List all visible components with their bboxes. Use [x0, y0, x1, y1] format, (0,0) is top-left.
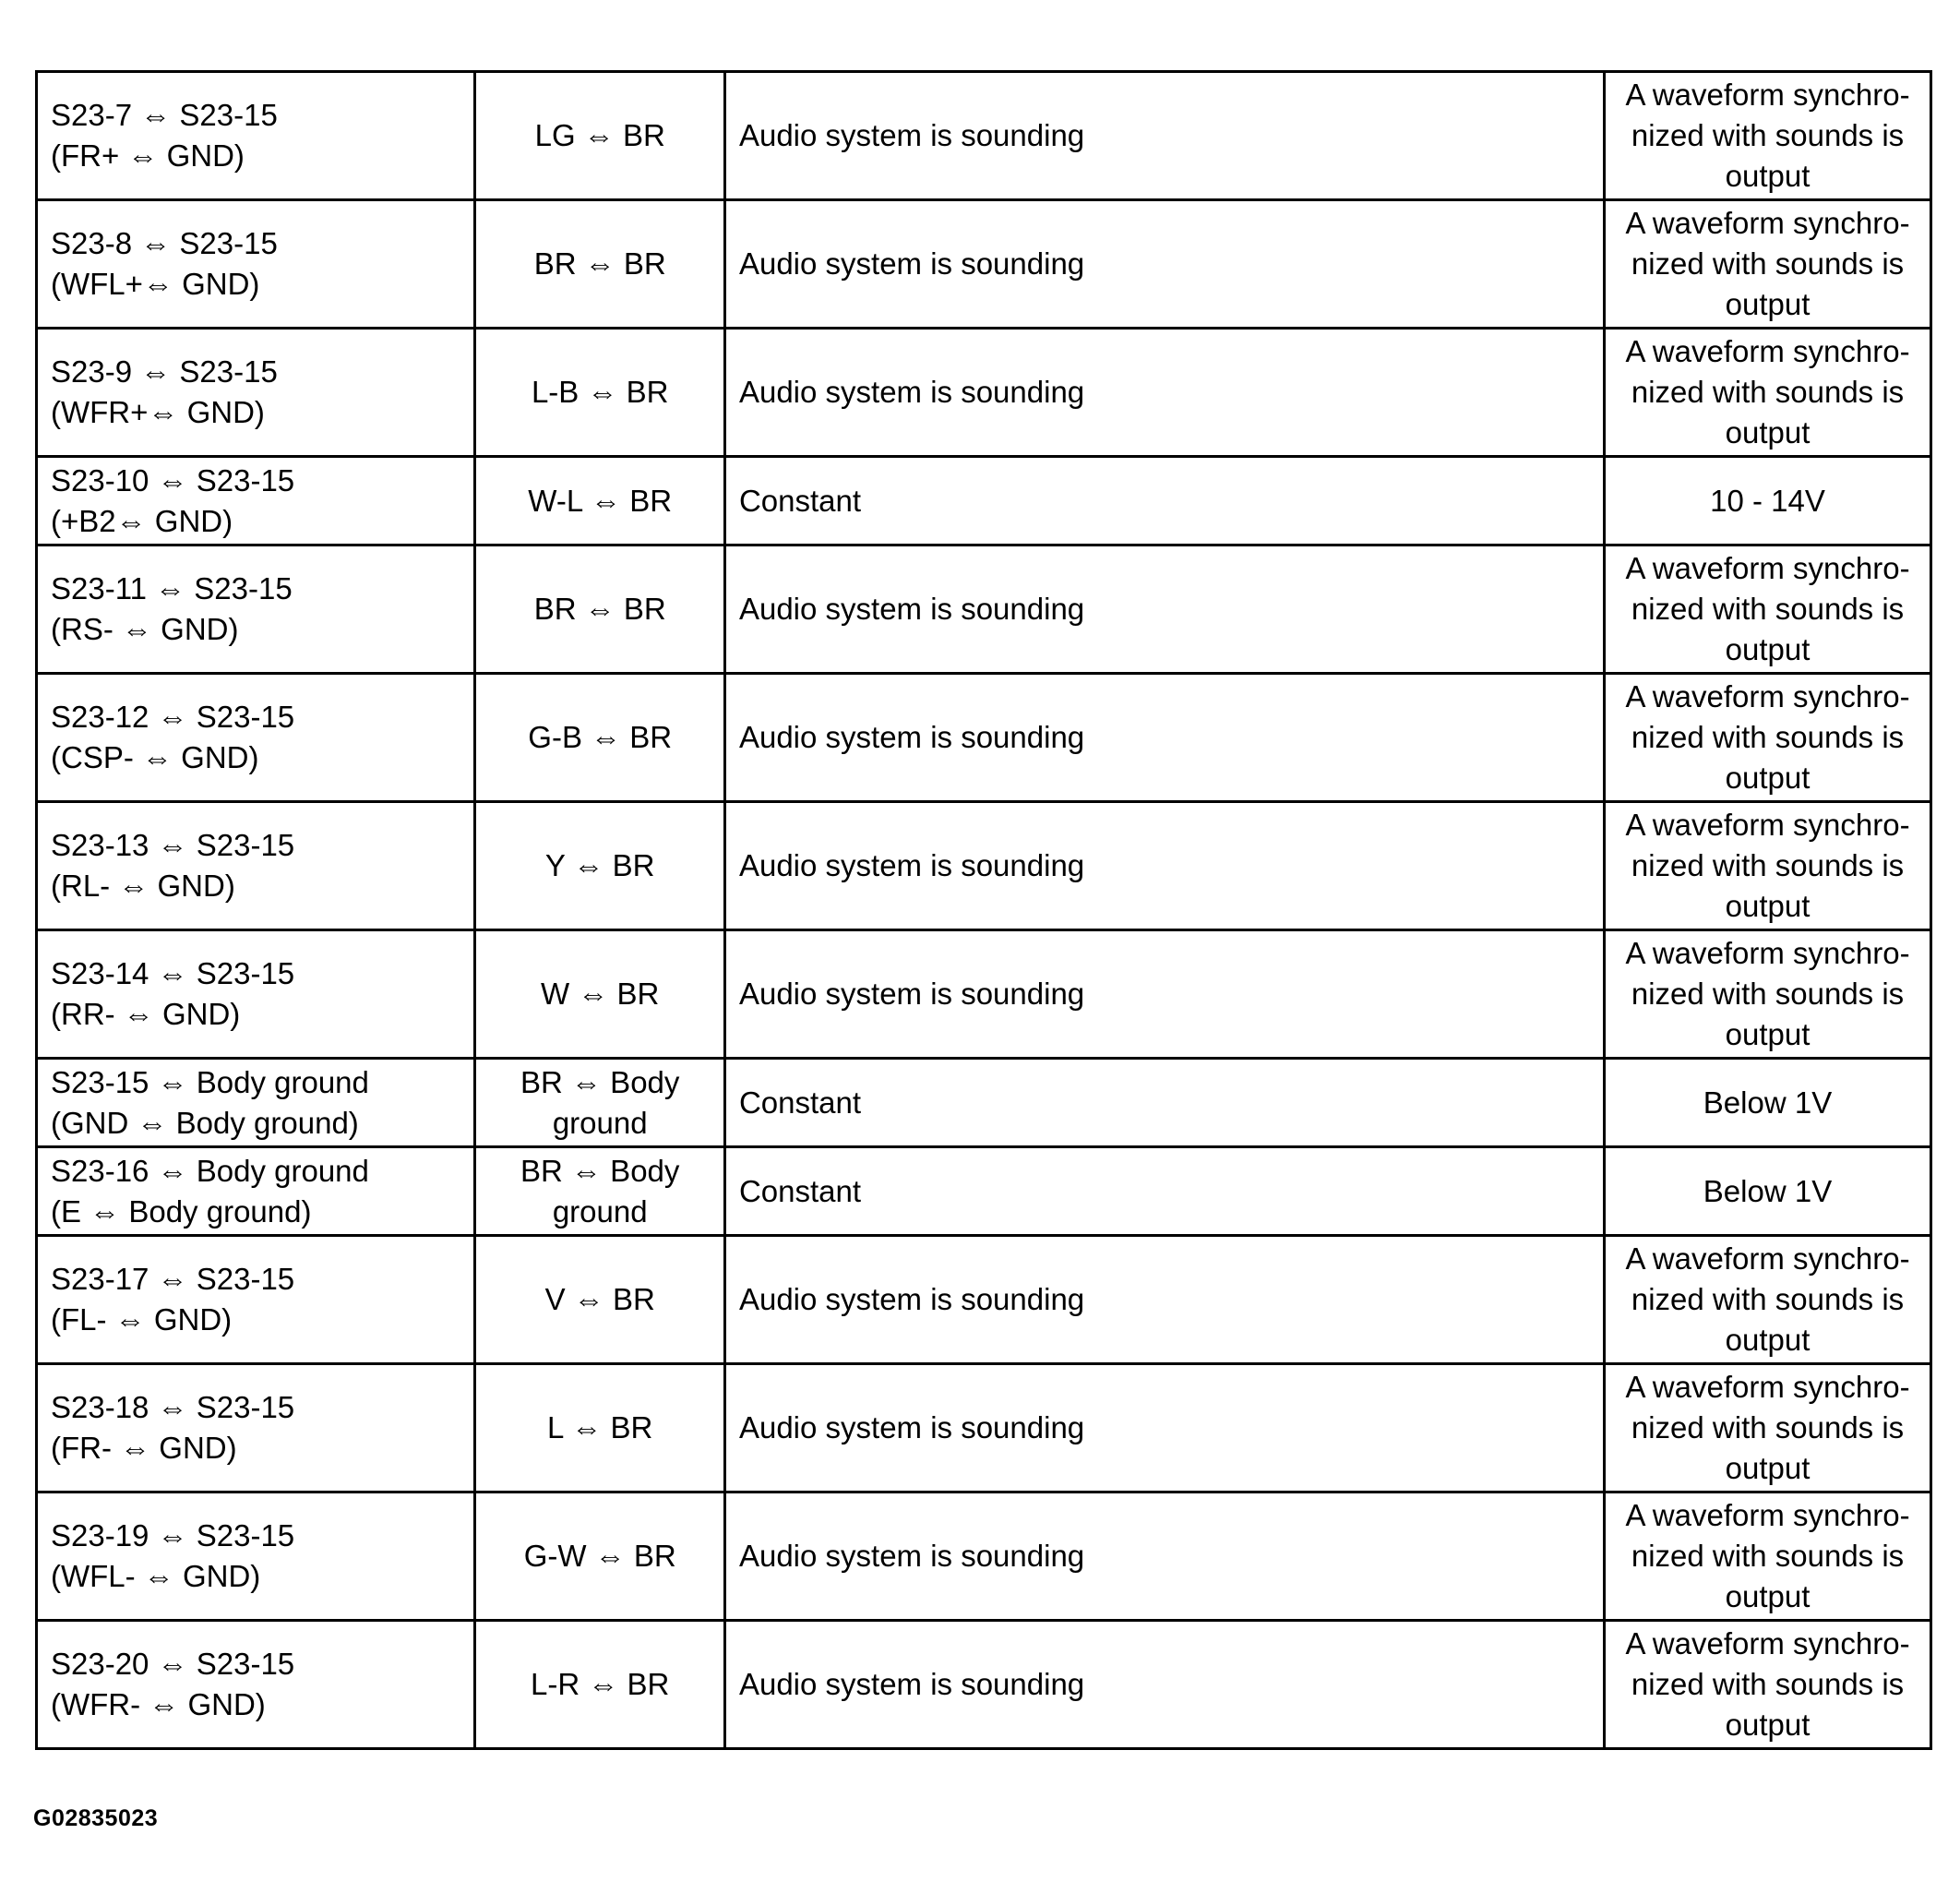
table-row — [37, 930, 1931, 1059]
specified-condition-cell: A waveform synchro- nized with sounds is output — [1605, 72, 1931, 200]
condition-cell: Constant — [724, 1147, 1604, 1236]
wire-color-cell: G-W ⇔ BR — [475, 1492, 724, 1621]
terminal-cell: S23-15 ⇔ Body ground (GND ⇔ Body ground) — [37, 1059, 475, 1147]
condition-cell: Constant — [724, 1059, 1604, 1147]
condition-cell: Constant — [724, 457, 1604, 545]
condition-cell: Audio system is sounding — [724, 674, 1604, 802]
condition-cell: Audio system is sounding — [724, 1364, 1604, 1492]
specified-condition-cell: A waveform synchro- nized with sounds is output — [1605, 545, 1931, 674]
terminal-cell: S23-16 ⇔ Body ground (E ⇔ Body ground) — [37, 1147, 475, 1236]
terminal-cell: S23-14 ⇔ S23-15 (RR- ⇔ GND) — [37, 930, 475, 1059]
condition-cell: Audio system is sounding — [724, 930, 1604, 1059]
terminal-cell: S23-11 ⇔ S23-15 (RS- ⇔ GND) — [37, 545, 475, 674]
wire-color-cell: L-B ⇔ BR — [475, 329, 724, 457]
terminal-cell: S23-12 ⇔ S23-15 (CSP- ⇔ GND) — [37, 674, 475, 802]
terminal-cell: S23-20 ⇔ S23-15 (WFR- ⇔ GND) — [37, 1621, 475, 1749]
table-row — [37, 1492, 1931, 1621]
specified-condition-cell: A waveform synchro- nized with sounds is output — [1605, 802, 1931, 930]
table-row — [37, 1059, 1931, 1147]
table-row — [37, 72, 1931, 200]
terminal-cell: S23-7 ⇔ S23-15 (FR+ ⇔ GND) — [37, 72, 475, 200]
terminal-cell: S23-13 ⇔ S23-15 (RL- ⇔ GND) — [37, 802, 475, 930]
table-row — [37, 1621, 1931, 1749]
wire-color-cell: W ⇔ BR — [475, 930, 724, 1059]
terminal-cell: S23-18 ⇔ S23-15 (FR- ⇔ GND) — [37, 1364, 475, 1492]
wire-color-cell: Y ⇔ BR — [475, 802, 724, 930]
terminal-cell: S23-8 ⇔ S23-15 (WFL+⇔ GND) — [37, 200, 475, 329]
table-row — [37, 1147, 1931, 1236]
wire-color-cell: L-R ⇔ BR — [475, 1621, 724, 1749]
wire-color-cell: BR ⇔ Body ground — [475, 1147, 724, 1236]
terminal-cell: S23-19 ⇔ S23-15 (WFL- ⇔ GND) — [37, 1492, 475, 1621]
specified-condition-cell: A waveform synchro- nized with sounds is output — [1605, 1364, 1931, 1492]
terminal-cell: S23-17 ⇔ S23-15 (FL- ⇔ GND) — [37, 1236, 475, 1364]
specified-condition-cell: A waveform synchro- nized with sounds is output — [1605, 200, 1931, 329]
table-row — [37, 1236, 1931, 1364]
specified-condition-cell: A waveform synchro- nized with sounds is output — [1605, 1236, 1931, 1364]
specified-condition-cell: 10 - 14V — [1605, 457, 1931, 545]
specified-condition-cell: A waveform synchro- nized with sounds is output — [1605, 1492, 1931, 1621]
wire-color-cell: BR ⇔ Body ground — [475, 1059, 724, 1147]
wire-color-cell: BR ⇔ BR — [475, 200, 724, 329]
table-row — [37, 674, 1931, 802]
condition-cell: Audio system is sounding — [724, 329, 1604, 457]
specified-condition-cell: A waveform synchro- nized with sounds is output — [1605, 329, 1931, 457]
figure-id: G02835023 — [33, 1805, 159, 1831]
terminal-cell: S23-9 ⇔ S23-15 (WFR+⇔ GND) — [37, 329, 475, 457]
wire-color-cell: LG ⇔ BR — [475, 72, 724, 200]
wire-color-cell: V ⇔ BR — [475, 1236, 724, 1364]
wire-color-cell: BR ⇔ BR — [475, 545, 724, 674]
wire-color-cell: W-L ⇔ BR — [475, 457, 724, 545]
condition-cell: Audio system is sounding — [724, 72, 1604, 200]
specified-condition-cell: Below 1V — [1605, 1147, 1931, 1236]
table-row — [37, 329, 1931, 457]
table-row — [37, 545, 1931, 674]
table-row — [37, 200, 1931, 329]
specified-condition-cell: A waveform synchro- nized with sounds is output — [1605, 674, 1931, 802]
condition-cell: Audio system is sounding — [724, 1236, 1604, 1364]
terminal-cell: S23-10 ⇔ S23-15 (+B2⇔ GND) — [37, 457, 475, 545]
terminal-voltage-table — [35, 70, 1932, 1750]
condition-cell: Audio system is sounding — [724, 1492, 1604, 1621]
table-row — [37, 802, 1931, 930]
wire-color-cell: G-B ⇔ BR — [475, 674, 724, 802]
table-row — [37, 457, 1931, 545]
condition-cell: Audio system is sounding — [724, 200, 1604, 329]
specified-condition-cell: Below 1V — [1605, 1059, 1931, 1147]
condition-cell: Audio system is sounding — [724, 802, 1604, 930]
condition-cell: Audio system is sounding — [724, 1621, 1604, 1749]
specified-condition-cell: A waveform synchro- nized with sounds is output — [1605, 930, 1931, 1059]
specified-condition-cell: A waveform synchro- nized with sounds is output — [1605, 1621, 1931, 1749]
table-row — [37, 1364, 1931, 1492]
wire-color-cell: L ⇔ BR — [475, 1364, 724, 1492]
condition-cell: Audio system is sounding — [724, 545, 1604, 674]
